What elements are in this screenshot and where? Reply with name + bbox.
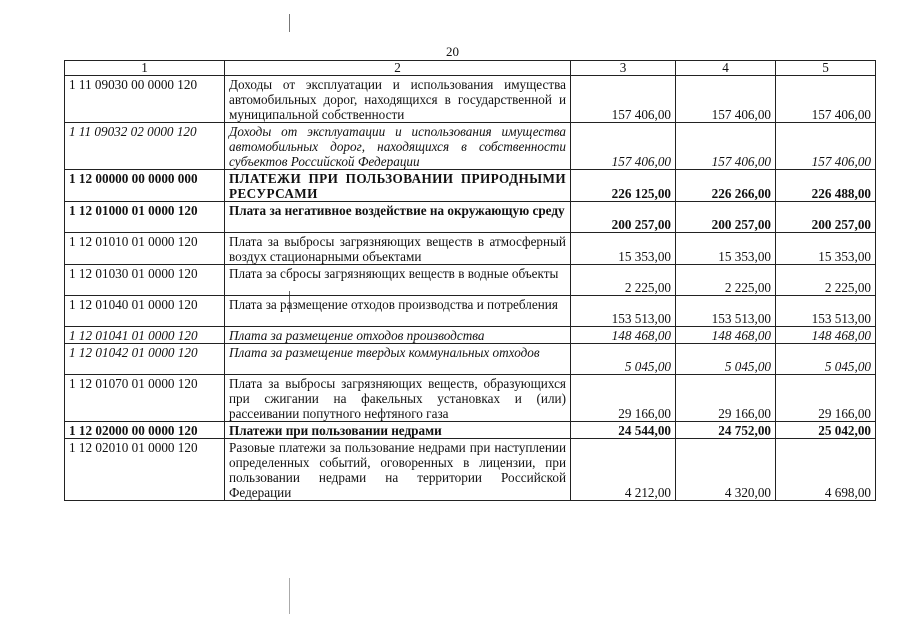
amount-col5-cell: 148 468,00 [776,327,876,344]
amount-col4-cell: 148 468,00 [676,327,776,344]
amount-col4-cell: 200 257,00 [676,202,776,233]
amount-col4-cell: 153 513,00 [676,296,776,327]
revenue-name-cell: Плата за выбросы загрязняющих веществ, образующихся при сжигании на факельных установках и (или) рассеивании попутного нефтяного газа [225,375,571,422]
amount-col3-cell: 153 513,00 [571,296,676,327]
amount-col5-cell: 157 406,00 [776,76,876,123]
table-row [65,123,876,170]
table-row [65,265,876,296]
budget-code-cell: 1 12 02000 00 0000 120 [65,422,225,439]
amount-col4-cell: 24 752,00 [676,422,776,439]
page-number: 20 [446,44,459,59]
table-row [65,327,876,344]
revenue-name-cell: Плата за размещение отходов производства [225,327,571,344]
amount-col5-cell: 25 042,00 [776,422,876,439]
amount-col3-cell: 5 045,00 [571,344,676,375]
revenue-name-cell: Плата за негативное воздействие на окружающую среду [225,202,571,233]
amount-col5-cell: 153 513,00 [776,296,876,327]
revenue-name-cell: Доходы от эксплуатации и использования имущества автомобильных дорог, находящихся в собственности субъектов Российской Федерации [225,123,571,170]
revenue-name-cell: Платежи при пользовании недрами [225,422,571,439]
budget-code-cell: 1 11 09032 02 0000 120 [65,123,225,170]
budget-code-cell: 1 11 09030 00 0000 120 [65,76,225,123]
table-row [65,439,876,501]
column-header-4: 4 [676,61,776,76]
table-row [65,202,876,233]
amount-col5-cell: 157 406,00 [776,123,876,170]
amount-col4-cell: 29 166,00 [676,375,776,422]
budget-code-cell: 1 12 01010 01 0000 120 [65,233,225,265]
amount-col4-cell: 15 353,00 [676,233,776,265]
amount-col5-cell: 4 698,00 [776,439,876,501]
amount-col3-cell: 2 225,00 [571,265,676,296]
amount-col4-cell: 4 320,00 [676,439,776,501]
revenue-name-cell: Разовые платежи за пользование недрами при наступлении определенных событий, оговоренных в лицензии, при пользовании недрами на территории Российской Федерации [225,439,571,501]
amount-col4-cell: 5 045,00 [676,344,776,375]
amount-col5-cell: 200 257,00 [776,202,876,233]
table-row [65,76,876,123]
amount-col4-cell: 2 225,00 [676,265,776,296]
amount-col4-cell: 157 406,00 [676,76,776,123]
budget-code-cell: 1 12 02010 01 0000 120 [65,439,225,501]
table-row [65,296,876,327]
table-row [65,233,876,265]
column-header-3: 3 [571,61,676,76]
amount-col3-cell: 29 166,00 [571,375,676,422]
amount-col3-cell: 200 257,00 [571,202,676,233]
table-body [65,61,876,501]
amount-col5-cell: 226 488,00 [776,170,876,202]
revenue-name-cell: ПЛАТЕЖИ ПРИ ПОЛЬЗОВАНИИ ПРИРОДНЫМИ РЕСУРСАМИ [225,170,571,202]
budget-code-cell: 1 12 01040 01 0000 120 [65,296,225,327]
revenue-name-cell: Плата за размещение отходов производства и потребления [225,296,571,327]
amount-col3-cell: 24 544,00 [571,422,676,439]
column-number-header [65,61,876,76]
column-header-2: 2 [225,61,571,76]
amount-col5-cell: 15 353,00 [776,233,876,265]
revenue-name-cell: Плата за размещение твердых коммунальных отходов [225,344,571,375]
amount-col3-cell: 15 353,00 [571,233,676,265]
budget-code-cell: 1 12 01042 01 0000 120 [65,344,225,375]
amount-col4-cell: 226 266,00 [676,170,776,202]
amount-col3-cell: 148 468,00 [571,327,676,344]
table-row [65,375,876,422]
revenue-name-cell: Плата за сбросы загрязняющих веществ в водные объекты [225,265,571,296]
table-row [65,170,876,202]
amount-col3-cell: 226 125,00 [571,170,676,202]
amount-col5-cell: 29 166,00 [776,375,876,422]
amount-col3-cell: 157 406,00 [571,123,676,170]
budget-code-cell: 1 12 01070 01 0000 120 [65,375,225,422]
amount-col4-cell: 157 406,00 [676,123,776,170]
column-header-5: 5 [776,61,876,76]
table-row [65,344,876,375]
budget-code-cell: 1 12 01000 01 0000 120 [65,202,225,233]
table-row [65,422,876,439]
revenue-name-cell: Плата за выбросы загрязняющих веществ в атмосферный воздух стационарными объектами [225,233,571,265]
budget-code-cell: 1 12 00000 00 0000 000 [65,170,225,202]
amount-col5-cell: 2 225,00 [776,265,876,296]
budget-code-cell: 1 12 01041 01 0000 120 [65,327,225,344]
amount-col3-cell: 4 212,00 [571,439,676,501]
scan-mark-bottom [289,578,290,614]
amount-col3-cell: 157 406,00 [571,76,676,123]
column-header-1: 1 [65,61,225,76]
budget-code-cell: 1 12 01030 01 0000 120 [65,265,225,296]
amount-col5-cell: 5 045,00 [776,344,876,375]
budget-revenue-table [64,60,876,501]
revenue-name-cell: Доходы от эксплуатации и использования имущества автомобильных дорог, находящихся в государственной и муниципальной собственности [225,76,571,123]
scan-mark-top [289,14,290,32]
